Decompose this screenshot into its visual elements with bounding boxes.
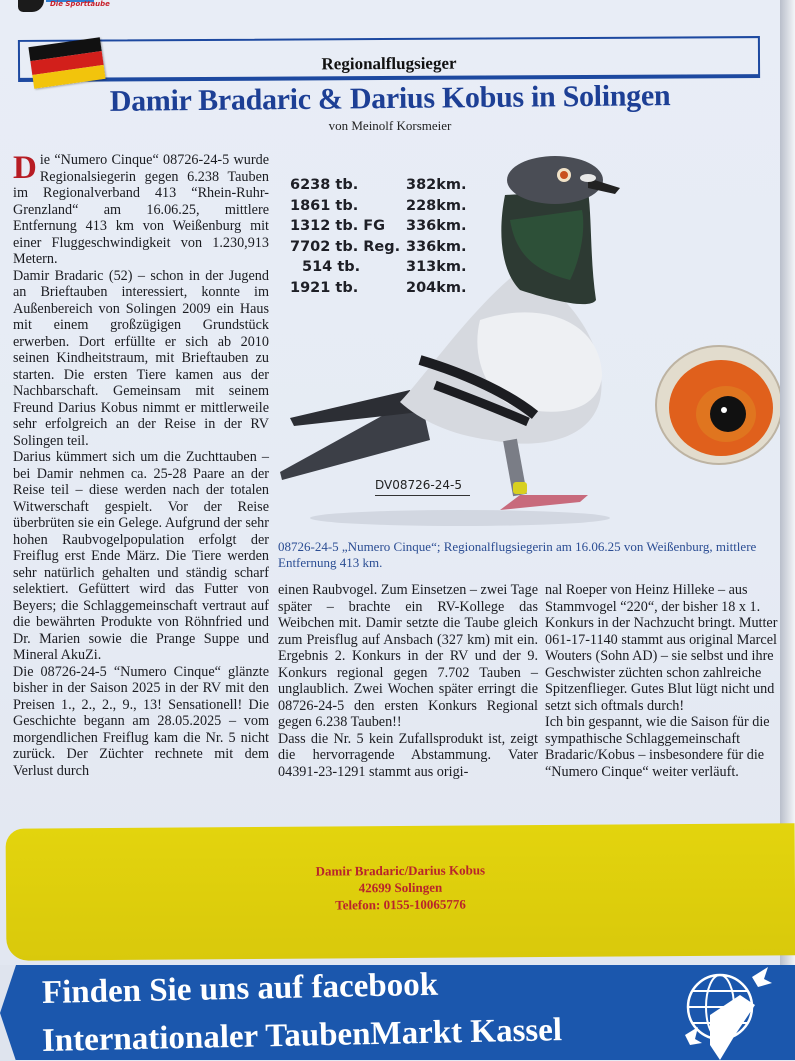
result-row	[290, 196, 476, 217]
contact-name: Damir Bradaric/Darius Kobus	[315, 862, 486, 879]
paragraph-text: ie “Numero Cinque“ 08726-24-5 wurde Regionalsiegerin gegen 6.238 Tauben im Regionalverband 413 “Rhein-Ruhr-Grenzland“ am 16.06.25, mittlere Entfernung 413 km von Weißenburg mit einer Fluggeschwindigkeit von 1.230,913 Metern.	[13, 152, 269, 267]
result-birds: 514 tb.	[302, 259, 361, 275]
section-label: Regionalflugsieger	[321, 53, 457, 74]
eye-closeup-photo	[654, 344, 784, 466]
ring-number-label: DV08726-24-5	[375, 478, 470, 496]
results-table	[290, 175, 476, 298]
banner-notch	[0, 1013, 16, 1061]
article-byline: von Meinolf Korsmeier	[328, 118, 452, 133]
banner-line-1: Finden Sie uns auf facebook	[41, 966, 439, 1011]
contact-phone: Telefon: 0155-10065776	[335, 896, 466, 913]
paragraph: Darius kümmert sich um die Zuchttauben – bei Damir nehmen ca. 25-28 Paare an der Reise teil – diese werden nach der totalen Witwerschaft gespielt. Vor der Reise überbrüten sie ein Gelege. Aufgrund der sehr hohen Raubvogelpopulation erfolgt der Freiflug erst Ende März. Die Tiere werden sehr natürlich gehalten und ständig scharf selektiert. Gefüttert wird das Futter von Beyers; die Schlaggemeinschaft vertraut auf die bewährten Produkte von Röhnfried und Dr. Marien sowie die Prange Suppe und Mineral AkuZi.	[13, 449, 269, 663]
contact-box	[6, 823, 795, 961]
contact-info	[6, 859, 795, 916]
paragraph: einen Raubvogel. Zum Einsetzen – zwei Tage später – brachte ein RV-Kollege das Weibchen mit. Damir setzte die Taube gleich zum Preisflug auf Ansbach (327 km) mit ein. Ergebnis 2. Konkurs in der RV und der 9. Konkurs regional gegen 7.702 Tauben – unglaublich. Zwei Wochen später erringt die 08726-24-5 den ersten Konkurs Regional gegen 6.238 Tauben!!	[278, 582, 538, 730]
paragraph: Ich bin gespannt, wie die Saison für die sympathische Schlaggemeinschaft Bradaric/Kobus – insbesondere für die “Numero Cinque“ weiter verläuft.	[545, 714, 770, 780]
banner-notch	[0, 965, 16, 1013]
result-distance: 336km.	[406, 218, 467, 234]
result-row	[290, 216, 476, 237]
facebook-banner	[0, 965, 795, 1060]
result-distance: 228km.	[406, 197, 467, 214]
result-distance: 313km.	[406, 259, 467, 275]
paragraph: Die 08726-24-5 “Numero Cinque“ glänzte bisher in der Saison 2025 in der RV mit den Preisen 1., 2., 2., 9., 13! Sensationell! Die Geschichte begann am 28.05.2025 – vom morgendlichen Freiflug kam die Nr. 5 nicht zurück. Der Züchter rechnete mit dem Verlust durch	[13, 663, 269, 779]
result-row	[290, 237, 476, 258]
globe-doves-icon	[680, 965, 780, 1060]
paragraph: Damir Bradaric (52) – schon in der Jugend an Brieftauben interessiert, konnte im Außenbereich von Solingen 2009 ein Haus mit einem großzügigen Grundstück erwerben. Dort erfüllte er sich ab 2010 seinen Kindheitstraum, mit Brieftauben zu starten. Die ersten Tiere kamen aus der Nachbarschaft. Gemeinsam mit seinem Freund Darius Kobus nimmt er mittlerweile sehr erfolgreich an der Reise in der RV Solingen teil.	[13, 267, 269, 449]
result-distance: 204km.	[406, 279, 467, 296]
article-column-3	[545, 582, 795, 780]
result-row	[290, 278, 476, 299]
result-birds: 7702 tb. Reg.	[290, 238, 401, 255]
paragraph: nal Roeper von Heinz Hilleke – aus Stammvogel “220“, der bisher 18 x 1. Konkurs in der Nachzucht bringt. Mutter 061-17-1140 stammt aus original Marcel Wouters (Sohn AD) – sie selbst und ihre Geschwister züchten schon zahlreiche Spitzenflieger. Gutes Blut lügt nicht und setzt sich oftmals durch!	[545, 582, 778, 714]
article-column-2	[278, 582, 538, 780]
result-birds: 1921 tb.	[290, 279, 359, 296]
section-header-box	[18, 36, 760, 82]
photo-caption: 08726-24-5 „Numero Cinque“; Regionalflugsiegerin am 16.06.25 von Weißenburg, mittlere Entfernung 413 km.	[278, 539, 757, 570]
magazine-logo	[18, 0, 128, 14]
result-row	[290, 257, 476, 278]
result-distance: 382km.	[406, 177, 467, 193]
paragraph	[13, 152, 269, 268]
result-row	[290, 175, 476, 196]
article-title: Damir Bradaric & Darius Kobus in Solingen	[109, 79, 671, 118]
result-birds: 1312 tb. FG	[290, 218, 386, 234]
drop-cap: D	[13, 150, 37, 186]
banner-line-2: Internationaler TaubenMarkt Kassel	[41, 1012, 563, 1059]
result-birds: 1861 tb.	[290, 197, 359, 214]
paragraph: Dass die Nr. 5 kein Zufallsprodukt ist, zeigt die hervorragende Abstammung. Vater 04391-23-1291 stammt aus origi-	[278, 730, 538, 780]
logo-tagline: Die Sporttaube	[50, 0, 110, 8]
article-column-1	[13, 152, 269, 779]
result-birds: 6238 tb.	[290, 177, 359, 193]
pigeon-logo-icon	[18, 0, 44, 12]
contact-city: 42699 Solingen	[358, 879, 443, 896]
result-distance: 336km.	[406, 238, 467, 255]
